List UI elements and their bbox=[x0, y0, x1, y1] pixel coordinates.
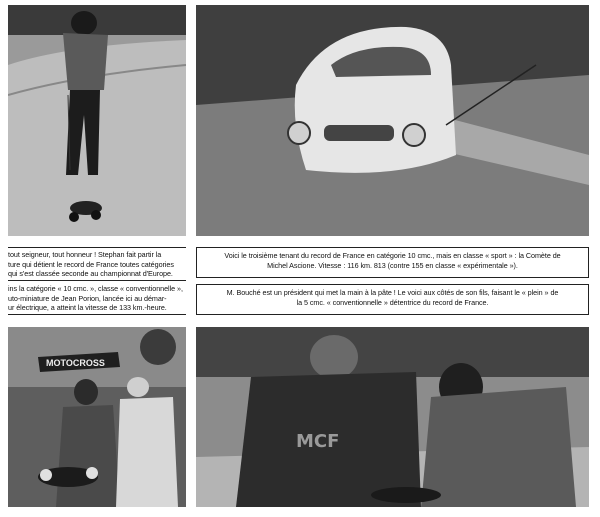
caption-line: la 5 cmc. « conventionnelle » détentrice du record de France. bbox=[296, 297, 489, 307]
caption-line: ins la catégorie « 10 cmc. », classe « conventionnelle », bbox=[8, 284, 183, 293]
caption-top-right bbox=[196, 247, 589, 278]
caption-line: uto-miniature de Jean Porion, lancée ici au démar- bbox=[8, 293, 167, 303]
jacket-lettering: MCF bbox=[296, 431, 340, 452]
caption-line: Voici le troisième tenant du record de France en catégorie 10 cmc., mais en classe « sport » : la Comète de bbox=[224, 251, 561, 260]
caption-line: Michel Ascione. Vitesse : 116 km. 813 (contre 155 en classe « expérimentale »). bbox=[267, 260, 518, 270]
caption-line: ture qui détient le record de France toutes catégories bbox=[8, 259, 174, 269]
photo-comete-model-car bbox=[196, 5, 589, 236]
caption-line: qui s'est classée seconde au championnat d'Europe. bbox=[8, 269, 173, 278]
caption-top-left bbox=[8, 250, 186, 279]
banner-lettering: MOTOCROSS bbox=[46, 358, 105, 368]
photo-men-with-model-car bbox=[8, 327, 186, 507]
caption-bottom-right bbox=[196, 284, 589, 315]
caption-line: tout seigneur, tout honneur ! Stephan fait partir la bbox=[8, 250, 162, 259]
photo-bouche-and-son-refuelling bbox=[196, 327, 589, 507]
caption-rule-bottom bbox=[8, 314, 186, 315]
caption-bottom-left bbox=[8, 284, 186, 313]
caption-rule-middle bbox=[8, 280, 186, 281]
caption-line: ur électrique, a atteint la vitesse de 133 km.-heure. bbox=[8, 303, 167, 312]
caption-line: M. Bouché est un président qui met la main à la pâte ! Le voici aux côtés de son fils, faisant le « plein » de bbox=[226, 288, 559, 297]
photo-boy-launching-car bbox=[8, 5, 186, 236]
caption-rule-top bbox=[8, 247, 186, 248]
